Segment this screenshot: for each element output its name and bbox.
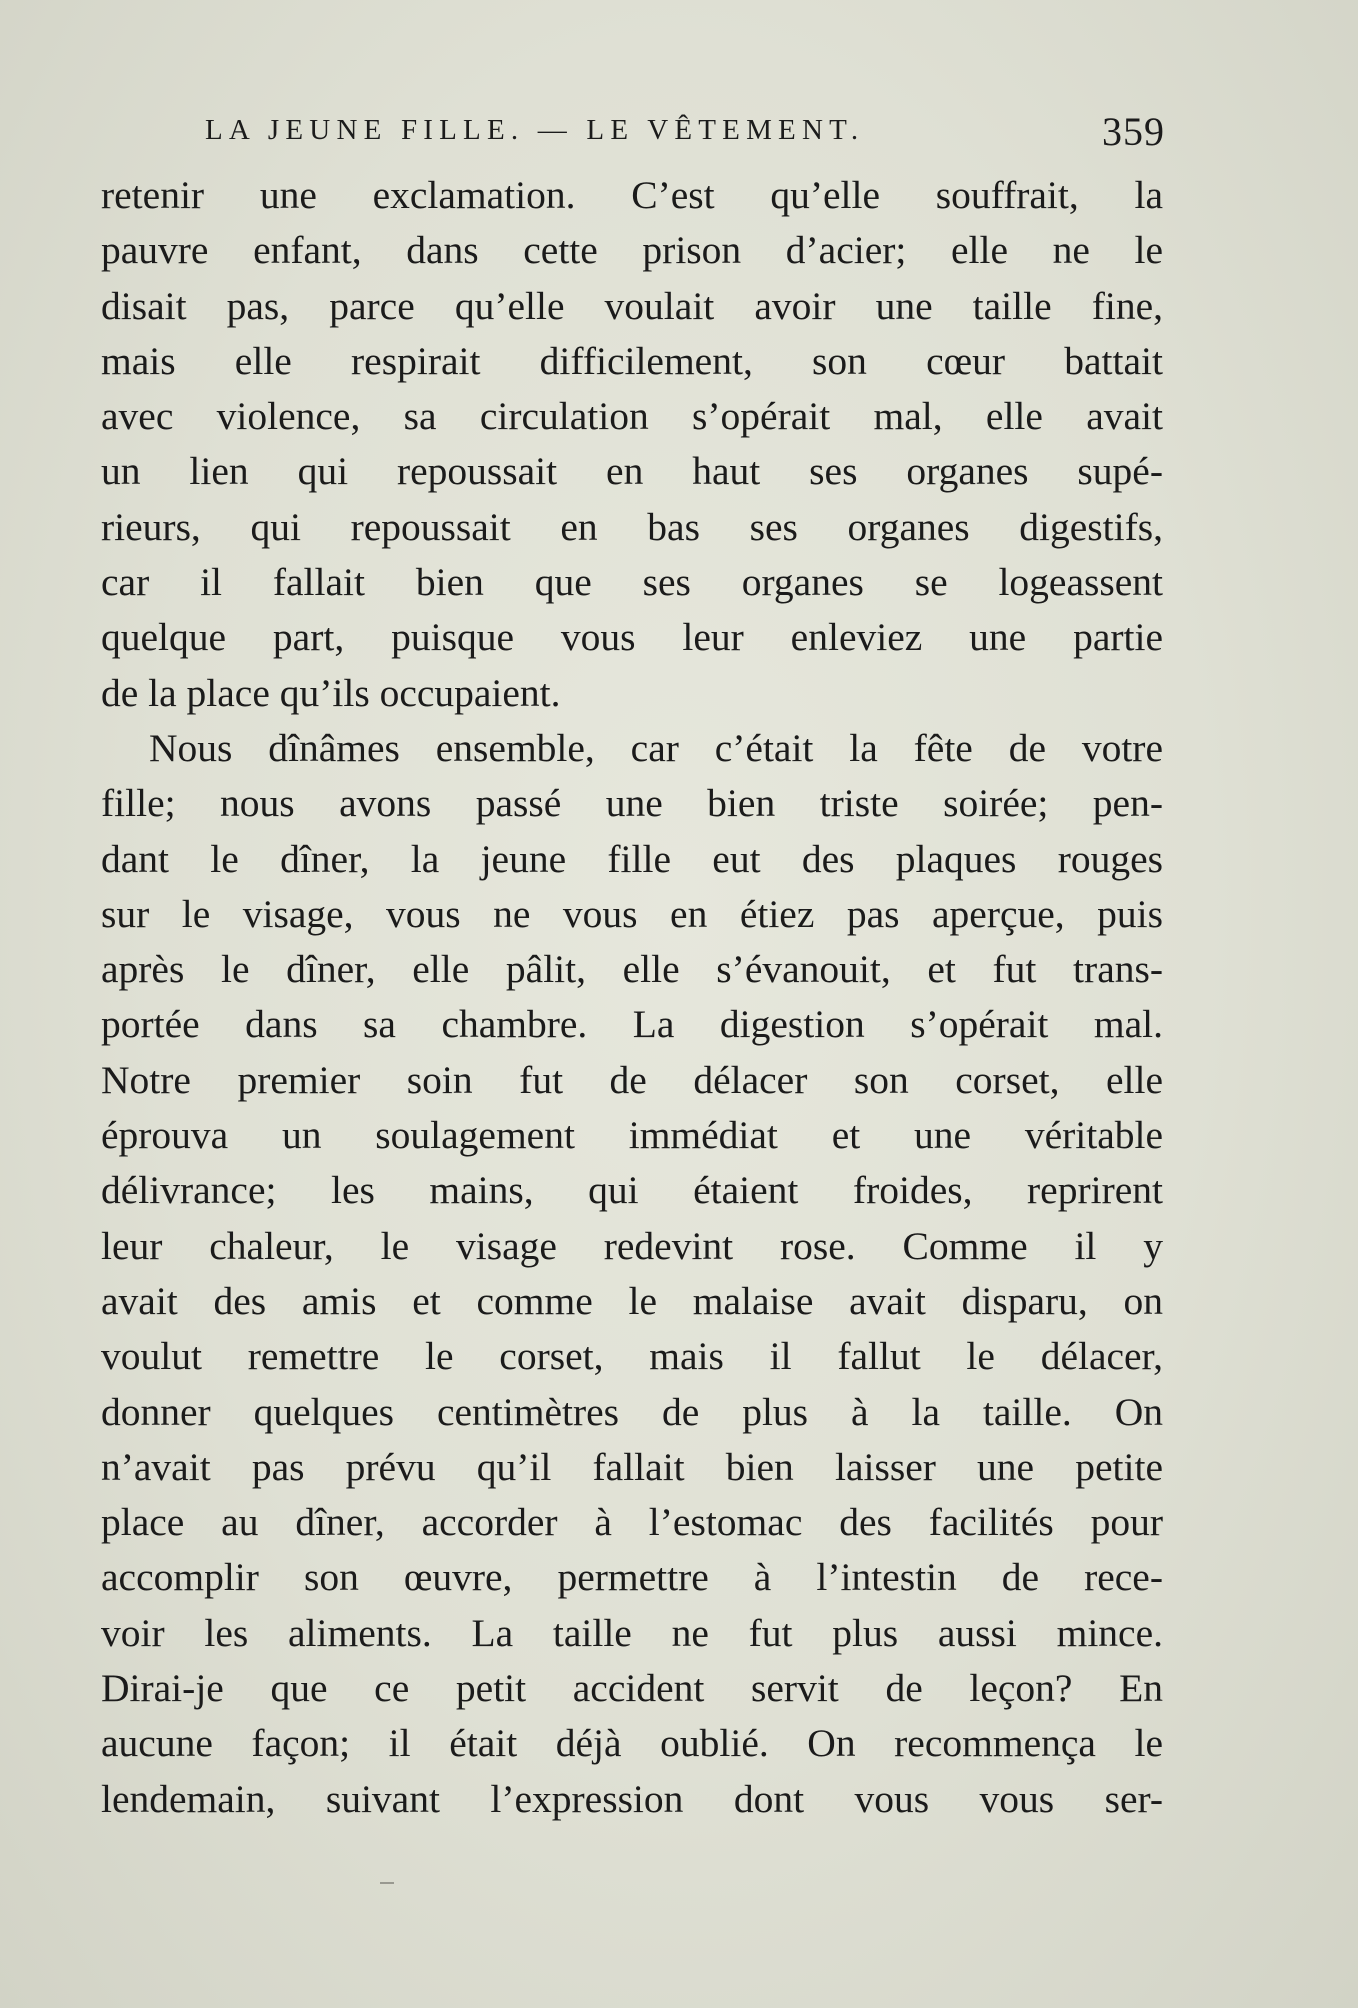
text-line: lendemain, suivant l’expression dont vous vous ser-	[101, 1776, 1163, 1821]
text-line: un lien qui repoussait en haut ses organes supé-	[101, 449, 1163, 494]
text-line: disait pas, parce qu’elle voulait avoir une taille fine,	[101, 283, 1163, 328]
text-line: rieurs, qui repoussait en bas ses organes digestifs,	[101, 504, 1163, 549]
text-line: avait des amis et comme le malaise avait disparu, on	[101, 1278, 1163, 1323]
text-line: après le dîner, elle pâlit, elle s’évanouit, et fut trans-	[101, 947, 1163, 992]
text-line: fille; nous avons passé une bien triste soirée; pen-	[101, 781, 1163, 826]
text-line: voir les aliments. La taille ne fut plus aussi mince.	[101, 1610, 1163, 1655]
ink-smudge	[380, 1882, 394, 1884]
text-line: sur le visage, vous ne vous en étiez pas aperçue, puis	[101, 891, 1163, 936]
text-line: dant le dîner, la jeune fille eut des plaques rouges	[101, 836, 1163, 881]
text-line: avec violence, sa circulation s’opérait mal, elle avait	[101, 394, 1163, 439]
text-line: pauvre enfant, dans cette prison d’acier; elle ne le	[101, 228, 1163, 273]
paragraph-end-line: de la place qu’ils occupaient.	[101, 670, 561, 715]
page-number: 359	[1102, 109, 1165, 154]
text-line: accomplir son œuvre, permettre à l’intestin de rece-	[101, 1555, 1163, 1600]
paragraph-first-line: Nous dînâmes ensemble, car c’était la fête de votre	[149, 725, 1163, 770]
text-line: donner quelques centimètres de plus à la taille. On	[101, 1389, 1163, 1434]
text-line: place au dîner, accorder à l’estomac des facilités pour	[101, 1500, 1163, 1545]
text-line: portée dans sa chambre. La digestion s’opérait mal.	[101, 1002, 1163, 1047]
text-line: Dirai-je que ce petit accident servit de leçon? En	[101, 1666, 1163, 1711]
text-line: délivrance; les mains, qui étaient froides, reprirent	[101, 1168, 1163, 1213]
text-line: n’avait pas prévu qu’il fallait bien laisser une petite	[101, 1444, 1163, 1489]
text-line: voulut remettre le corset, mais il fallut le délacer,	[101, 1334, 1163, 1379]
text-line: quelque part, puisque vous leur enleviez une partie	[101, 615, 1163, 660]
text-line: mais elle respirait difficilement, son cœur battait	[101, 338, 1163, 383]
page-header	[205, 108, 1165, 156]
text-line: aucune façon; il était déjà oublié. On recommença le	[101, 1721, 1163, 1766]
text-line: retenir une exclamation. C’est qu’elle souffrait, la	[101, 173, 1163, 217]
running-title: LA JEUNE FILLE. — LE VÊTEMENT.	[205, 114, 865, 146]
text-line: Notre premier soin fut de délacer son corset, elle	[101, 1057, 1163, 1102]
body-text	[101, 168, 1163, 1827]
text-line: éprouva un soulagement immédiat et une véritable	[101, 1113, 1163, 1158]
text-line: car il fallait bien que ses organes se logeassent	[101, 560, 1163, 605]
text-line: leur chaleur, le visage redevint rose. Comme il y	[101, 1223, 1163, 1268]
